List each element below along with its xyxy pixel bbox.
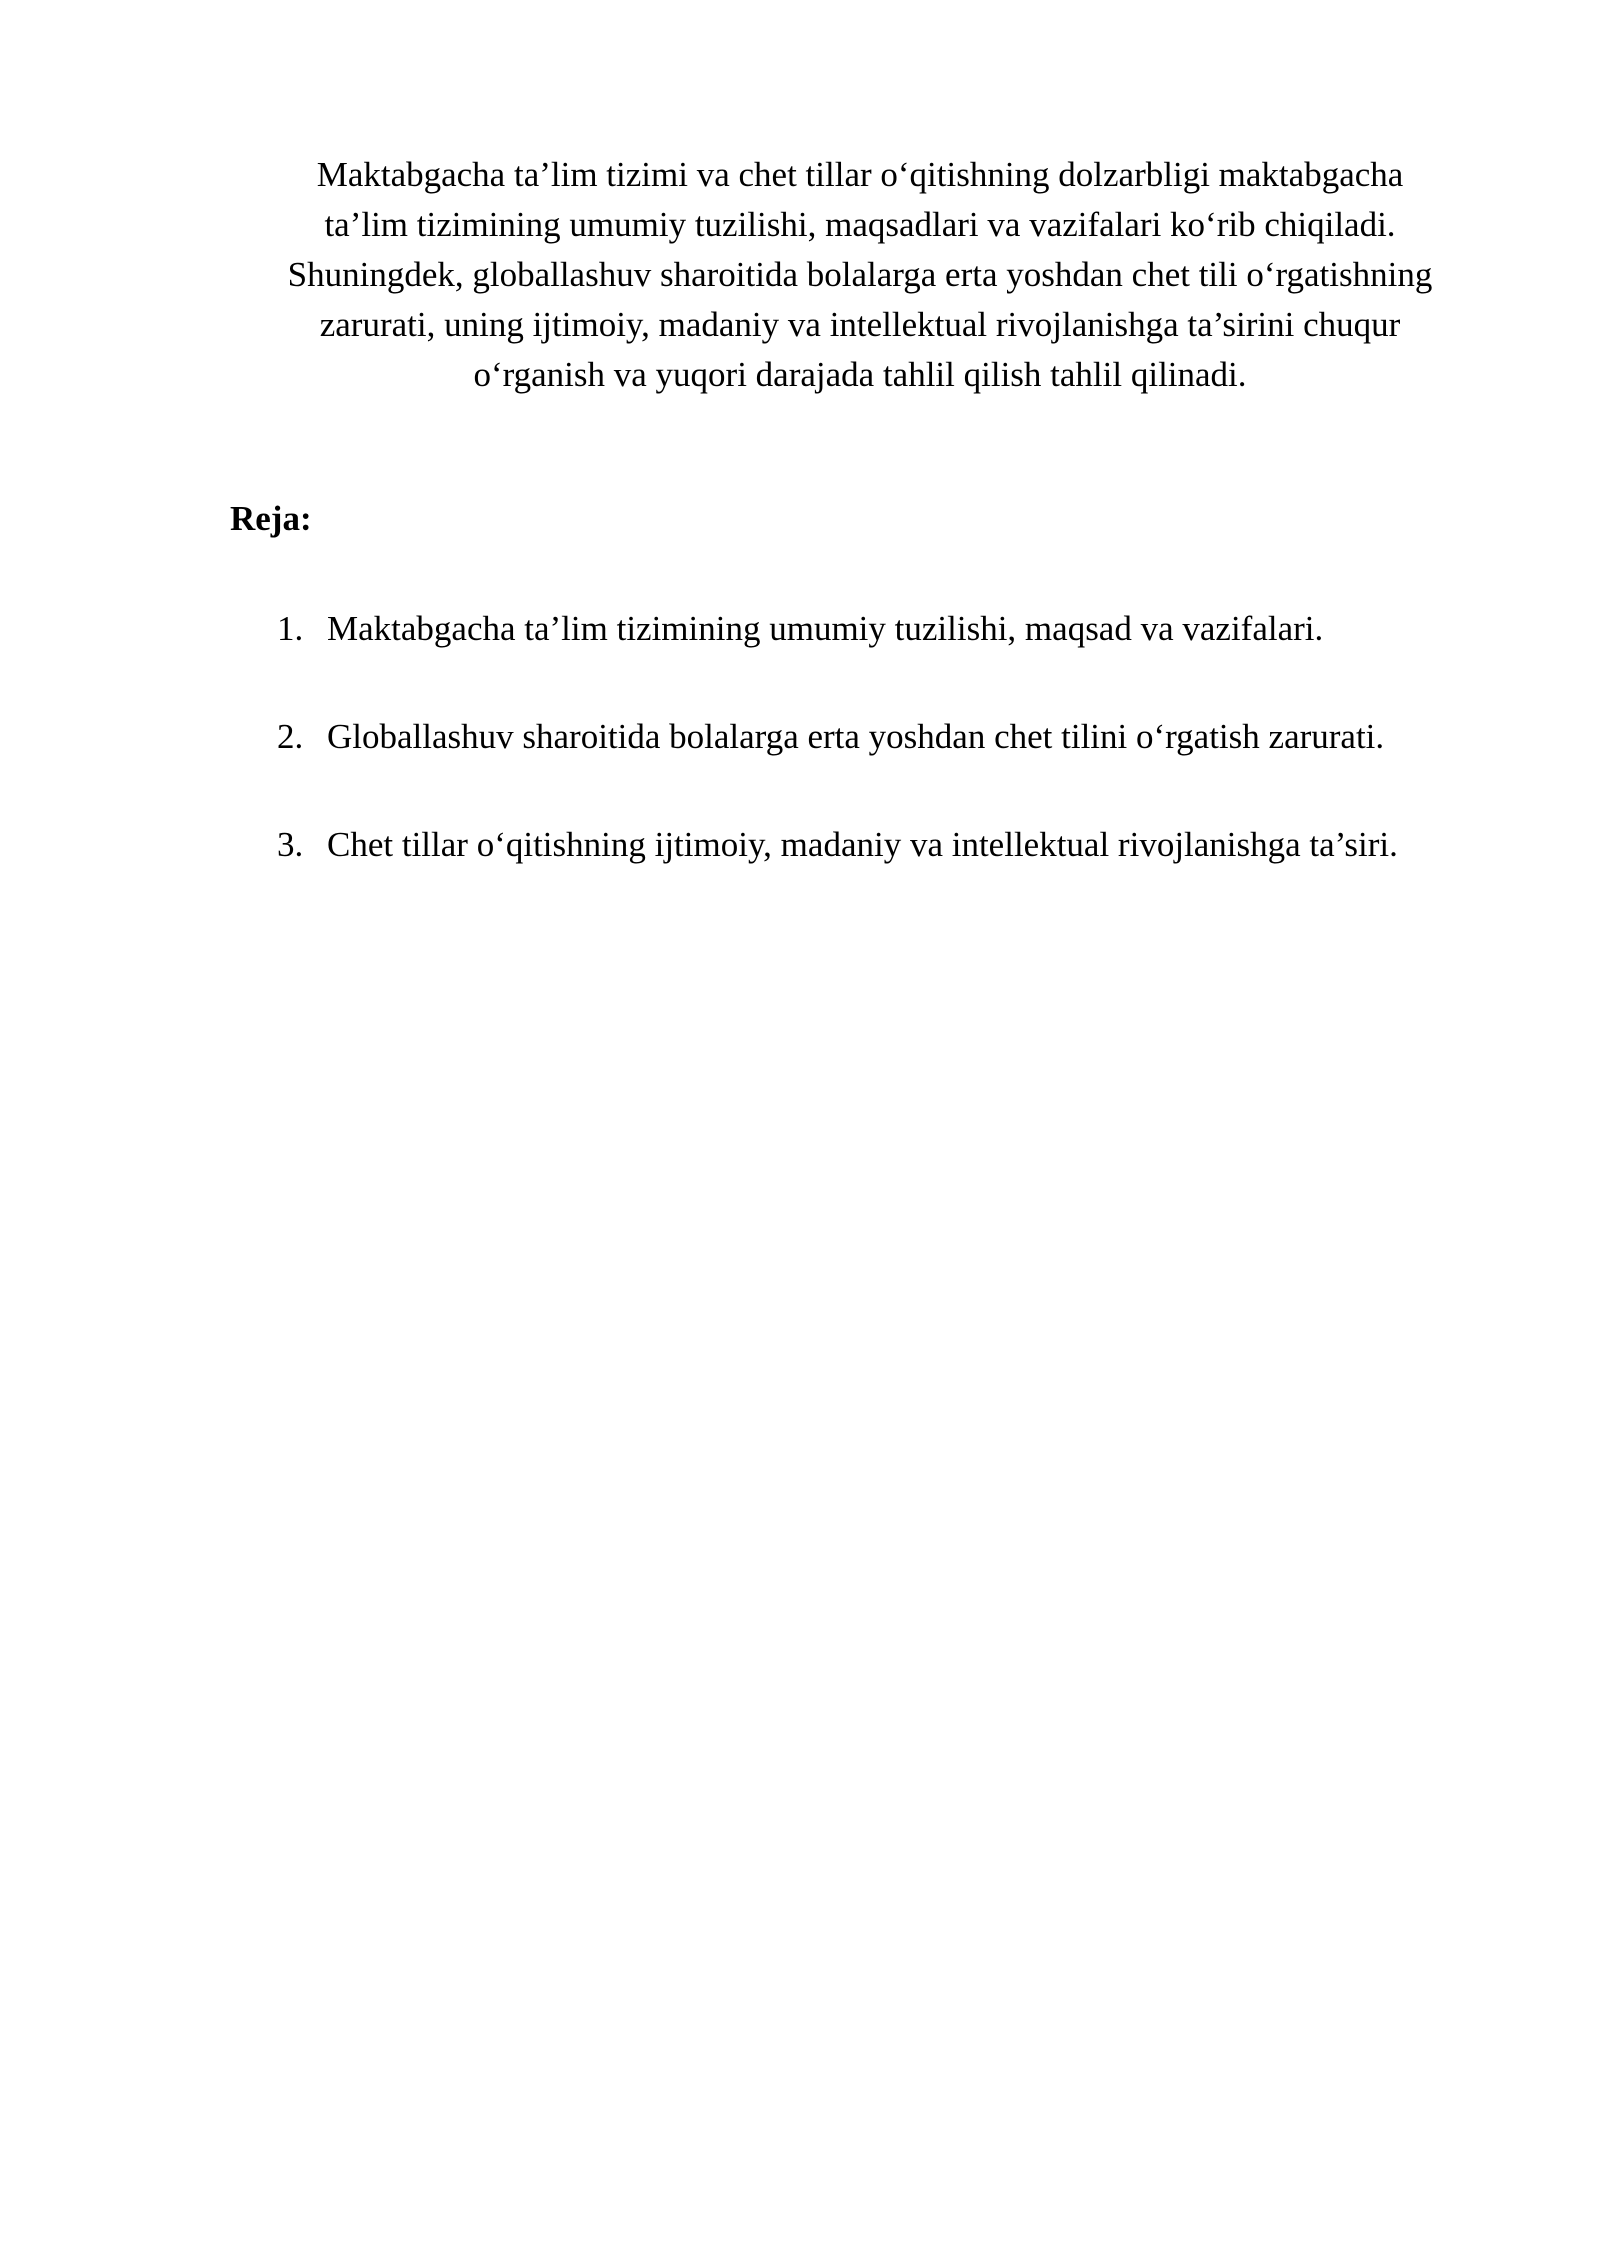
- intro-line: Maktabgacha ta’lim tizimi va chet tillar o‘qitishning dolzarbligi maktabgacha: [316, 155, 1404, 194]
- intro-line: Shuningdek, globallashuv sharoitida bolalarga erta yoshdan chet tili o‘rgatishning: [287, 255, 1433, 294]
- plan-item-number: 1.: [277, 609, 304, 648]
- plan-item: [0, 712, 1600, 762]
- intro-line: ta’lim tizimining umumiy tuzilishi, maqsadlari va vazifalari ko‘rib chiqiladi.: [324, 205, 1396, 244]
- plan-item: [0, 820, 1600, 870]
- plan-item: [0, 604, 1600, 654]
- plan-item-number: 3.: [277, 825, 304, 864]
- intro-line: zarurati, uning ijtimoiy, madaniy va intellektual rivojlanishga ta’sirini chuqur: [319, 305, 1401, 344]
- plan-item-text: Globallashuv sharoitida bolalarga erta yoshdan chet tilini o‘rgatish zarurati.: [327, 717, 1385, 756]
- plan-list: [0, 604, 1600, 928]
- plan-item-text: Maktabgacha ta’lim tizimining umumiy tuzilishi, maqsad va vazifalari.: [327, 609, 1324, 648]
- plan-item-number: 2.: [277, 717, 304, 756]
- plan-item-text: Chet tillar o‘qitishning ijtimoiy, madaniy va intellektual rivojlanishga ta’siri.: [327, 825, 1398, 864]
- plan-heading: Reja:: [230, 499, 312, 538]
- intro-paragraph: [225, 150, 1495, 400]
- intro-line: o‘rganish va yuqori darajada tahlil qilish tahlil qilinadi.: [473, 355, 1247, 394]
